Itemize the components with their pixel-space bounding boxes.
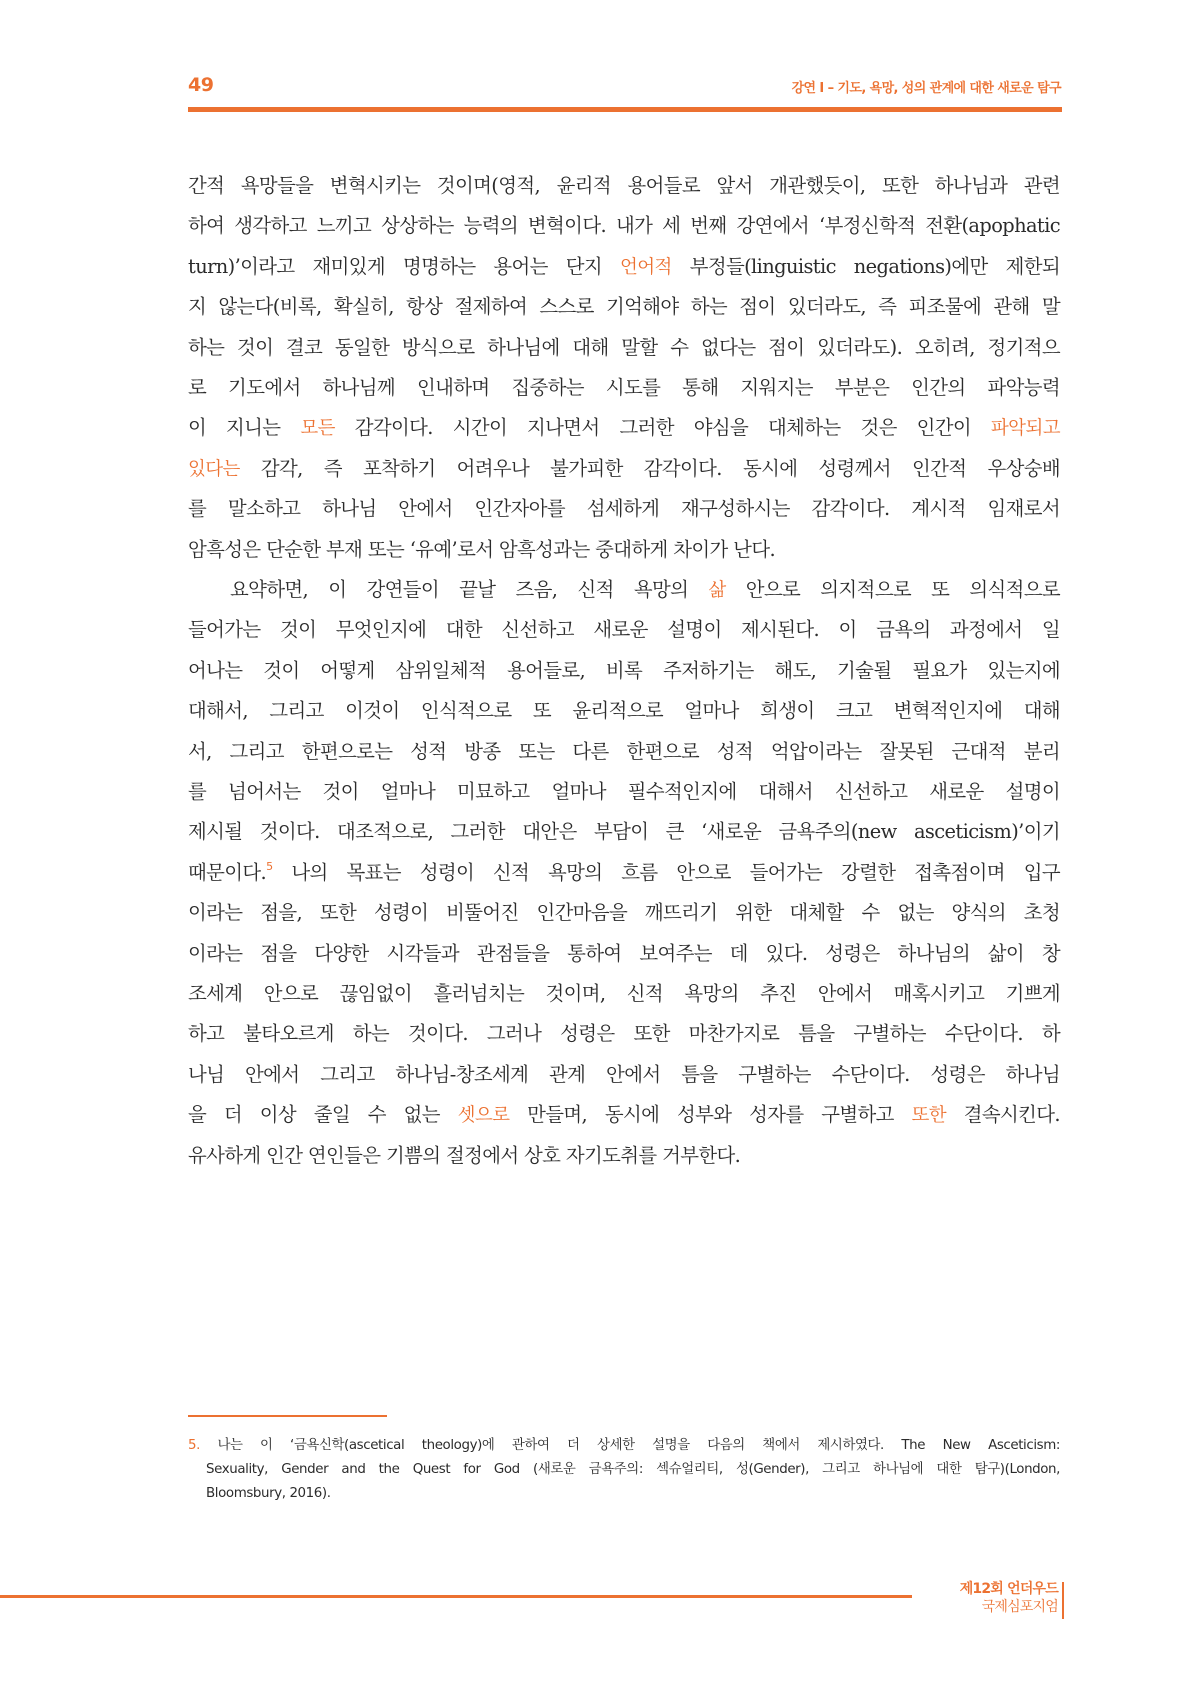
body-line: [188, 328, 1060, 368]
text-run: 암흑성은 단순한 부재 또는 ‘유예’로서 암흑성과는 중대하게 차이가 난다.: [188, 537, 776, 561]
body-line: [188, 449, 1060, 489]
footer-vertical-bar: [1062, 1582, 1064, 1619]
footer-brand-line1: 제12회 언더우드: [959, 1581, 1058, 1597]
body-line: [188, 974, 1060, 1014]
text-run: 조세계 안으로 끊임없이 흘러넘치는 것이며, 신적 욕망의 추진 안에서 매혹시키고 기쁘게: [188, 982, 1060, 1005]
body-line: [188, 853, 1060, 893]
header-rule: [188, 107, 1062, 112]
body-line: [188, 368, 1060, 408]
text-run: 감각이다. 시간이 지나면서 그러한 야심을 대체하는 것은 인간이: [334, 416, 991, 440]
page-number: 49: [188, 74, 214, 96]
highlighted-term: 언어적: [619, 256, 672, 278]
running-title: 강연 I – 기도, 욕망, 성의 관계에 대한 새로운 탐구: [791, 81, 1061, 96]
body-line: [188, 530, 1060, 570]
text-run: 를 말소하고 하나님 안에서 인간자아를 섬세하게 재구성하시는 감각이다. 계시적 임재로서: [188, 497, 1060, 521]
text-run: 지 않는다(비록, 확실히, 항상 절제하여 스스로 기억해야 하는 점이 있더라도, 즉 피조물에 관해 말: [188, 295, 1060, 319]
text-run: 서, 그리고 한편으로는 성적 방종 또는 다른 한편으로 성적 억압이라는 잘못된 근대적 분리: [188, 739, 1060, 763]
body-line: [188, 893, 1060, 933]
text-run: 하는 것이 결코 동일한 방식으로 하나님에 대해 말할 수 없다는 점이 있더라도). 오히려, 정기적으: [188, 335, 1060, 359]
text-run: 유사하게 인간 연인들은 기쁨의 절정에서 상호 자기도취를 거부한다.: [188, 1143, 741, 1167]
body-line: [188, 1014, 1060, 1054]
footnote-line: [188, 1434, 1060, 1458]
body-line: [188, 1095, 1060, 1135]
footnote: [188, 1434, 1060, 1506]
text-run: 나님 안에서 그리고 하나님-창조세계 관계 안에서 틈을 구별하는 수단이다. 성령은 하나님: [188, 1062, 1060, 1086]
highlighted-term: 셋으로: [457, 1105, 510, 1127]
text-run: 만들며, 동시에 성부와 성자를 구별하고: [509, 1103, 912, 1127]
text-run: 이 지니는: [188, 416, 301, 440]
footnote-divider: [188, 1415, 387, 1417]
text-run: 하고 불타오르게 하는 것이다. 그러나 성령은 또한 마찬가지로 틈을 구별하는 수단이다. 하: [188, 1022, 1060, 1046]
body-line: [188, 489, 1060, 529]
footer-brand: [960, 1580, 1058, 1616]
body-line: [188, 651, 1060, 691]
body-line: [188, 732, 1060, 772]
body-line: [188, 691, 1060, 731]
footnote-text: 나는 이 ‘금욕신학(ascetical theology)에 관하여 더 상세한 설명을 다음의 책에서 제시하였다. The New Asceticism:: [217, 1438, 1060, 1453]
body-line: [188, 1055, 1060, 1095]
body-line: [188, 206, 1060, 246]
text-run: 을 더 이상 줄일 수 없는: [188, 1103, 458, 1127]
highlighted-term: 있다는: [188, 458, 240, 480]
text-run: turn)’이라고 재미있게 명명하는 용어는 단지: [188, 254, 620, 278]
footer-rule: [0, 1595, 912, 1598]
highlighted-term: 파악되고: [990, 418, 1060, 440]
body-line: [188, 610, 1060, 650]
body-line: [188, 934, 1060, 974]
footnote-line: [188, 1458, 1060, 1482]
text-run: 감각, 즉 포착하기 어려우나 불가피한 감각이다. 동시에 성령께서 인간적 우상숭배: [239, 456, 1060, 480]
footnote-text: Sexuality, Gender and the Quest for God (새로운 금욕주의: 섹슈얼리티, 성(Gender), 그리고 하나님에 대한 탐구)(London,: [206, 1462, 1060, 1477]
body-line: [188, 1136, 1060, 1176]
highlighted-term: 모든: [300, 418, 335, 440]
text-run: 간적 욕망들을 변혁시키는 것이며(영적, 윤리적 용어들로 앞서 개관했듯이, 또한 하나님과 관련: [188, 174, 1060, 197]
body-line: [188, 772, 1060, 812]
body-line: [188, 287, 1060, 327]
highlighted-term: 또한: [911, 1105, 947, 1127]
text-run: 때문이다.: [188, 860, 267, 884]
highlighted-term: 삶: [708, 580, 726, 601]
text-run: 를 넘어서는 것이 얼마나 미묘하고 얼마나 필수적인지에 대해서 신선하고 새로운 설명이: [188, 780, 1060, 803]
footnote-text: Bloomsbury, 2016).: [206, 1486, 331, 1501]
text-run: 부정들(linguistic negations)에만 제한되: [671, 254, 1060, 278]
text-run: 대해서, 그리고 이것이 인식적으로 또 윤리적으로 얼마나 희생이 크고 변혁적인지에 대해: [188, 699, 1060, 723]
footnote-reference[interactable]: 5: [266, 859, 273, 873]
footnote-line: [188, 1482, 1060, 1506]
text-run: 요약하면, 이 강연들이 끝날 즈음, 신적 욕망의: [230, 578, 709, 601]
body-line: [188, 570, 1060, 610]
body-line: [188, 166, 1060, 206]
text-run: 제시될 것이다. 대조적으로, 그러한 대안은 부담이 큰 ‘새로운 금욕주의(new asceticism)’이기: [188, 820, 1060, 844]
text-run: 이라는 점을 다양한 시각들과 관점들을 통하여 보여주는 데 있다. 성령은 하나님의 삶이 창: [188, 941, 1060, 965]
text-run: 하여 생각하고 느끼고 상상하는 능력의 변혁이다. 내가 세 번째 강연에서 ‘부정신학적 전환(apophatic: [188, 214, 1060, 238]
text-run: 들어가는 것이 무엇인지에 대한 신선하고 새로운 설명이 제시된다. 이 금욕의 과정에서 일: [188, 618, 1060, 642]
body-line: [188, 812, 1060, 852]
body-line: [188, 247, 1060, 287]
footer-brand-line2: 국제심포지엄: [981, 1599, 1058, 1615]
text-run: 이라는 점을, 또한 성령이 비뚤어진 인간마음을 깨뜨리기 위한 대체할 수 없는 양식의 초청: [188, 901, 1060, 925]
text-run: 결속시킨다.: [946, 1103, 1060, 1127]
text-run: 어나는 것이 어떻게 삼위일체적 용어들로, 비록 주저하기는 해도, 기술될 필요가 있는지에: [188, 658, 1060, 682]
body-line: [188, 408, 1060, 448]
text-run: 안으로 의지적으로 또 의식적으로: [725, 578, 1060, 601]
text-run: 나의 목표는 성령이 신적 욕망의 흐름 안으로 들어가는 강렬한 접촉점이며 입구: [272, 860, 1060, 884]
text-run: 로 기도에서 하나님께 인내하며 집중하는 시도를 통해 지워지는 부분은 인간의 파악능력: [188, 376, 1060, 399]
footnote-number: 5.: [188, 1438, 218, 1453]
